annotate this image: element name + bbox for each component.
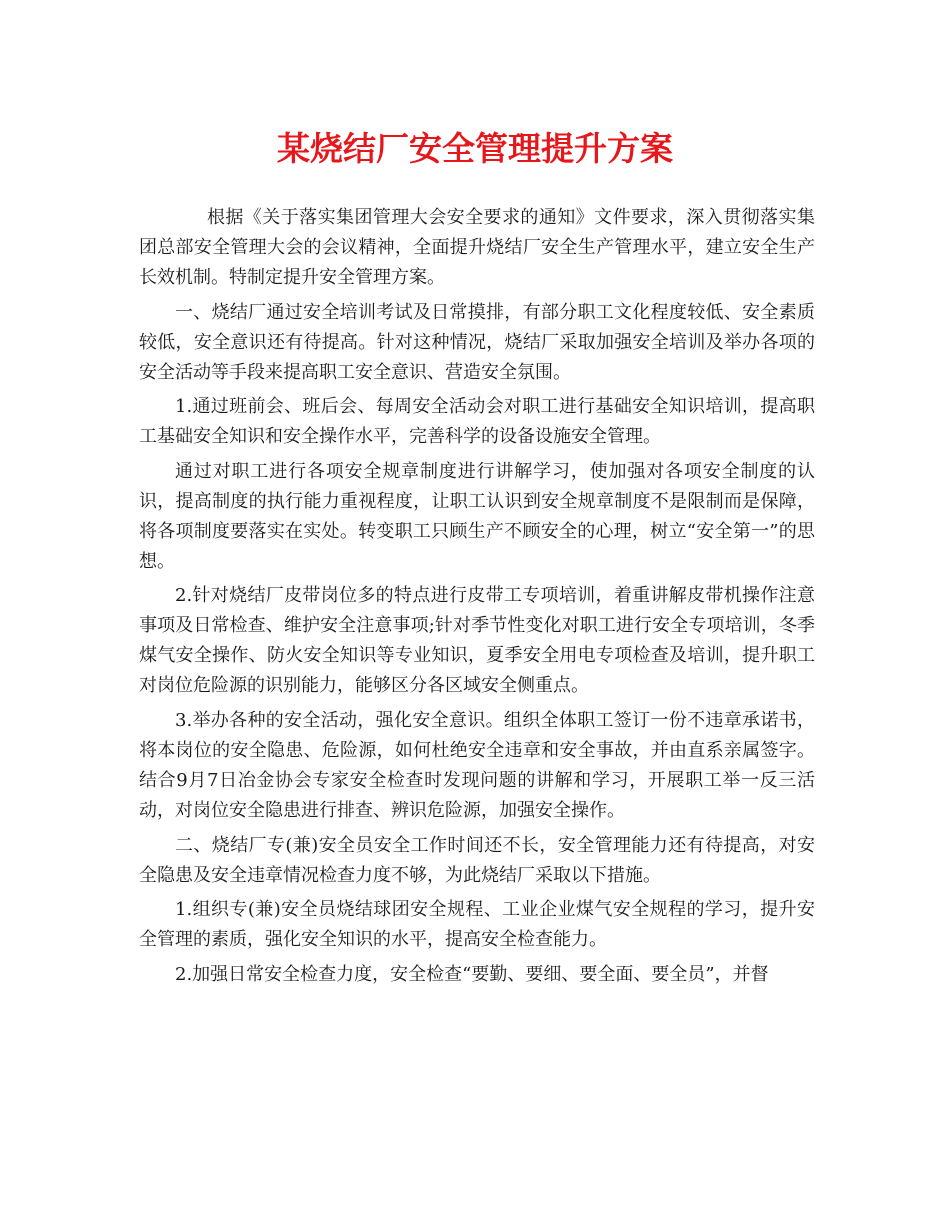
paragraph-item-1-3: 3.举办各种的安全活动，强化安全意识。组织全体职工签订一份不违章承诺书，将本岗位的安全隐患、危险源，如何杜绝安全违章和安全事故，并由直系亲属签字。结合9月7日冶金协会专家安全检查时发现问题的讲解和学习，开展职工举一反三活动，对岗位安全隐患进行排查、辨识危险源，加强安全操作。 bbox=[139, 709, 815, 821]
paragraph-intro: 根据《关于落实集团管理大会安全要求的通知》文件要求，深入贯彻落实集团总部安全管理大会的会议精神，全面提升烧结厂安全生产管理水平，建立安全生产长效机制。特制定提升安全管理方案。 bbox=[139, 207, 815, 288]
document-body bbox=[139, 203, 815, 994]
paragraph-item-1-1-detail: 通过对职工进行各项安全规章制度进行讲解学习，使加强对各项安全制度的认识，提高制度的执行能力重视程度，让职工认识到安全规章制度不是限制而是保障，将各项制度要落实在实处。转变职工只顾生产不顾安全的心理，树立“安全第一”的思想。 bbox=[139, 460, 815, 572]
paragraph-item-1-1: 1.通过班前会、班后会、每周安全活动会对职工进行基础安全知识培训，提高职工基础安全知识和安全操作水平，完善科学的设备设施安全管理。 bbox=[139, 396, 815, 448]
paragraph-item-2-1: 1.组织专(兼)安全员烧结球团安全规程、工业企业煤气安全规程的学习，提升安全管理的素质，强化安全知识的水平，提高安全检查能力。 bbox=[139, 899, 815, 951]
document-title: 某烧结厂安全管理提升方案 bbox=[277, 129, 673, 168]
paragraph-section-2: 二、烧结厂专(兼)安全员安全工作时间还不长，安全管理能力还有待提高，对安全隐患及安全违章情况检查力度不够，为此烧结厂采取以下措施。 bbox=[139, 834, 815, 886]
paragraph-section-1: 一、烧结厂通过安全培训考试及日常摸排，有部分职工文化程度较低、安全素质较低，安全意识还有待提高。针对这种情况，烧结厂采取加强安全培训及举办各项的安全活动等手段来提高职工安全意识、营造安全氛围。 bbox=[139, 301, 815, 383]
paragraph-item-1-2: 2.针对烧结厂皮带岗位多的特点进行皮带工专项培训，着重讲解皮带机操作注意事项及日常检查、维护安全注意事项;针对季节性变化对职工进行安全专项培训，冬季煤气安全操作、防火安全知识等专业知识，夏季安全用电专项检查及培训，提升职工对岗位危险源的识别能力，能够区分各区域安全侧重点。 bbox=[139, 585, 815, 697]
paragraph-item-2-2: 2.加强日常安全检查力度，安全检查“要勤、要细、要全面、要全员”，并督 bbox=[175, 963, 769, 985]
